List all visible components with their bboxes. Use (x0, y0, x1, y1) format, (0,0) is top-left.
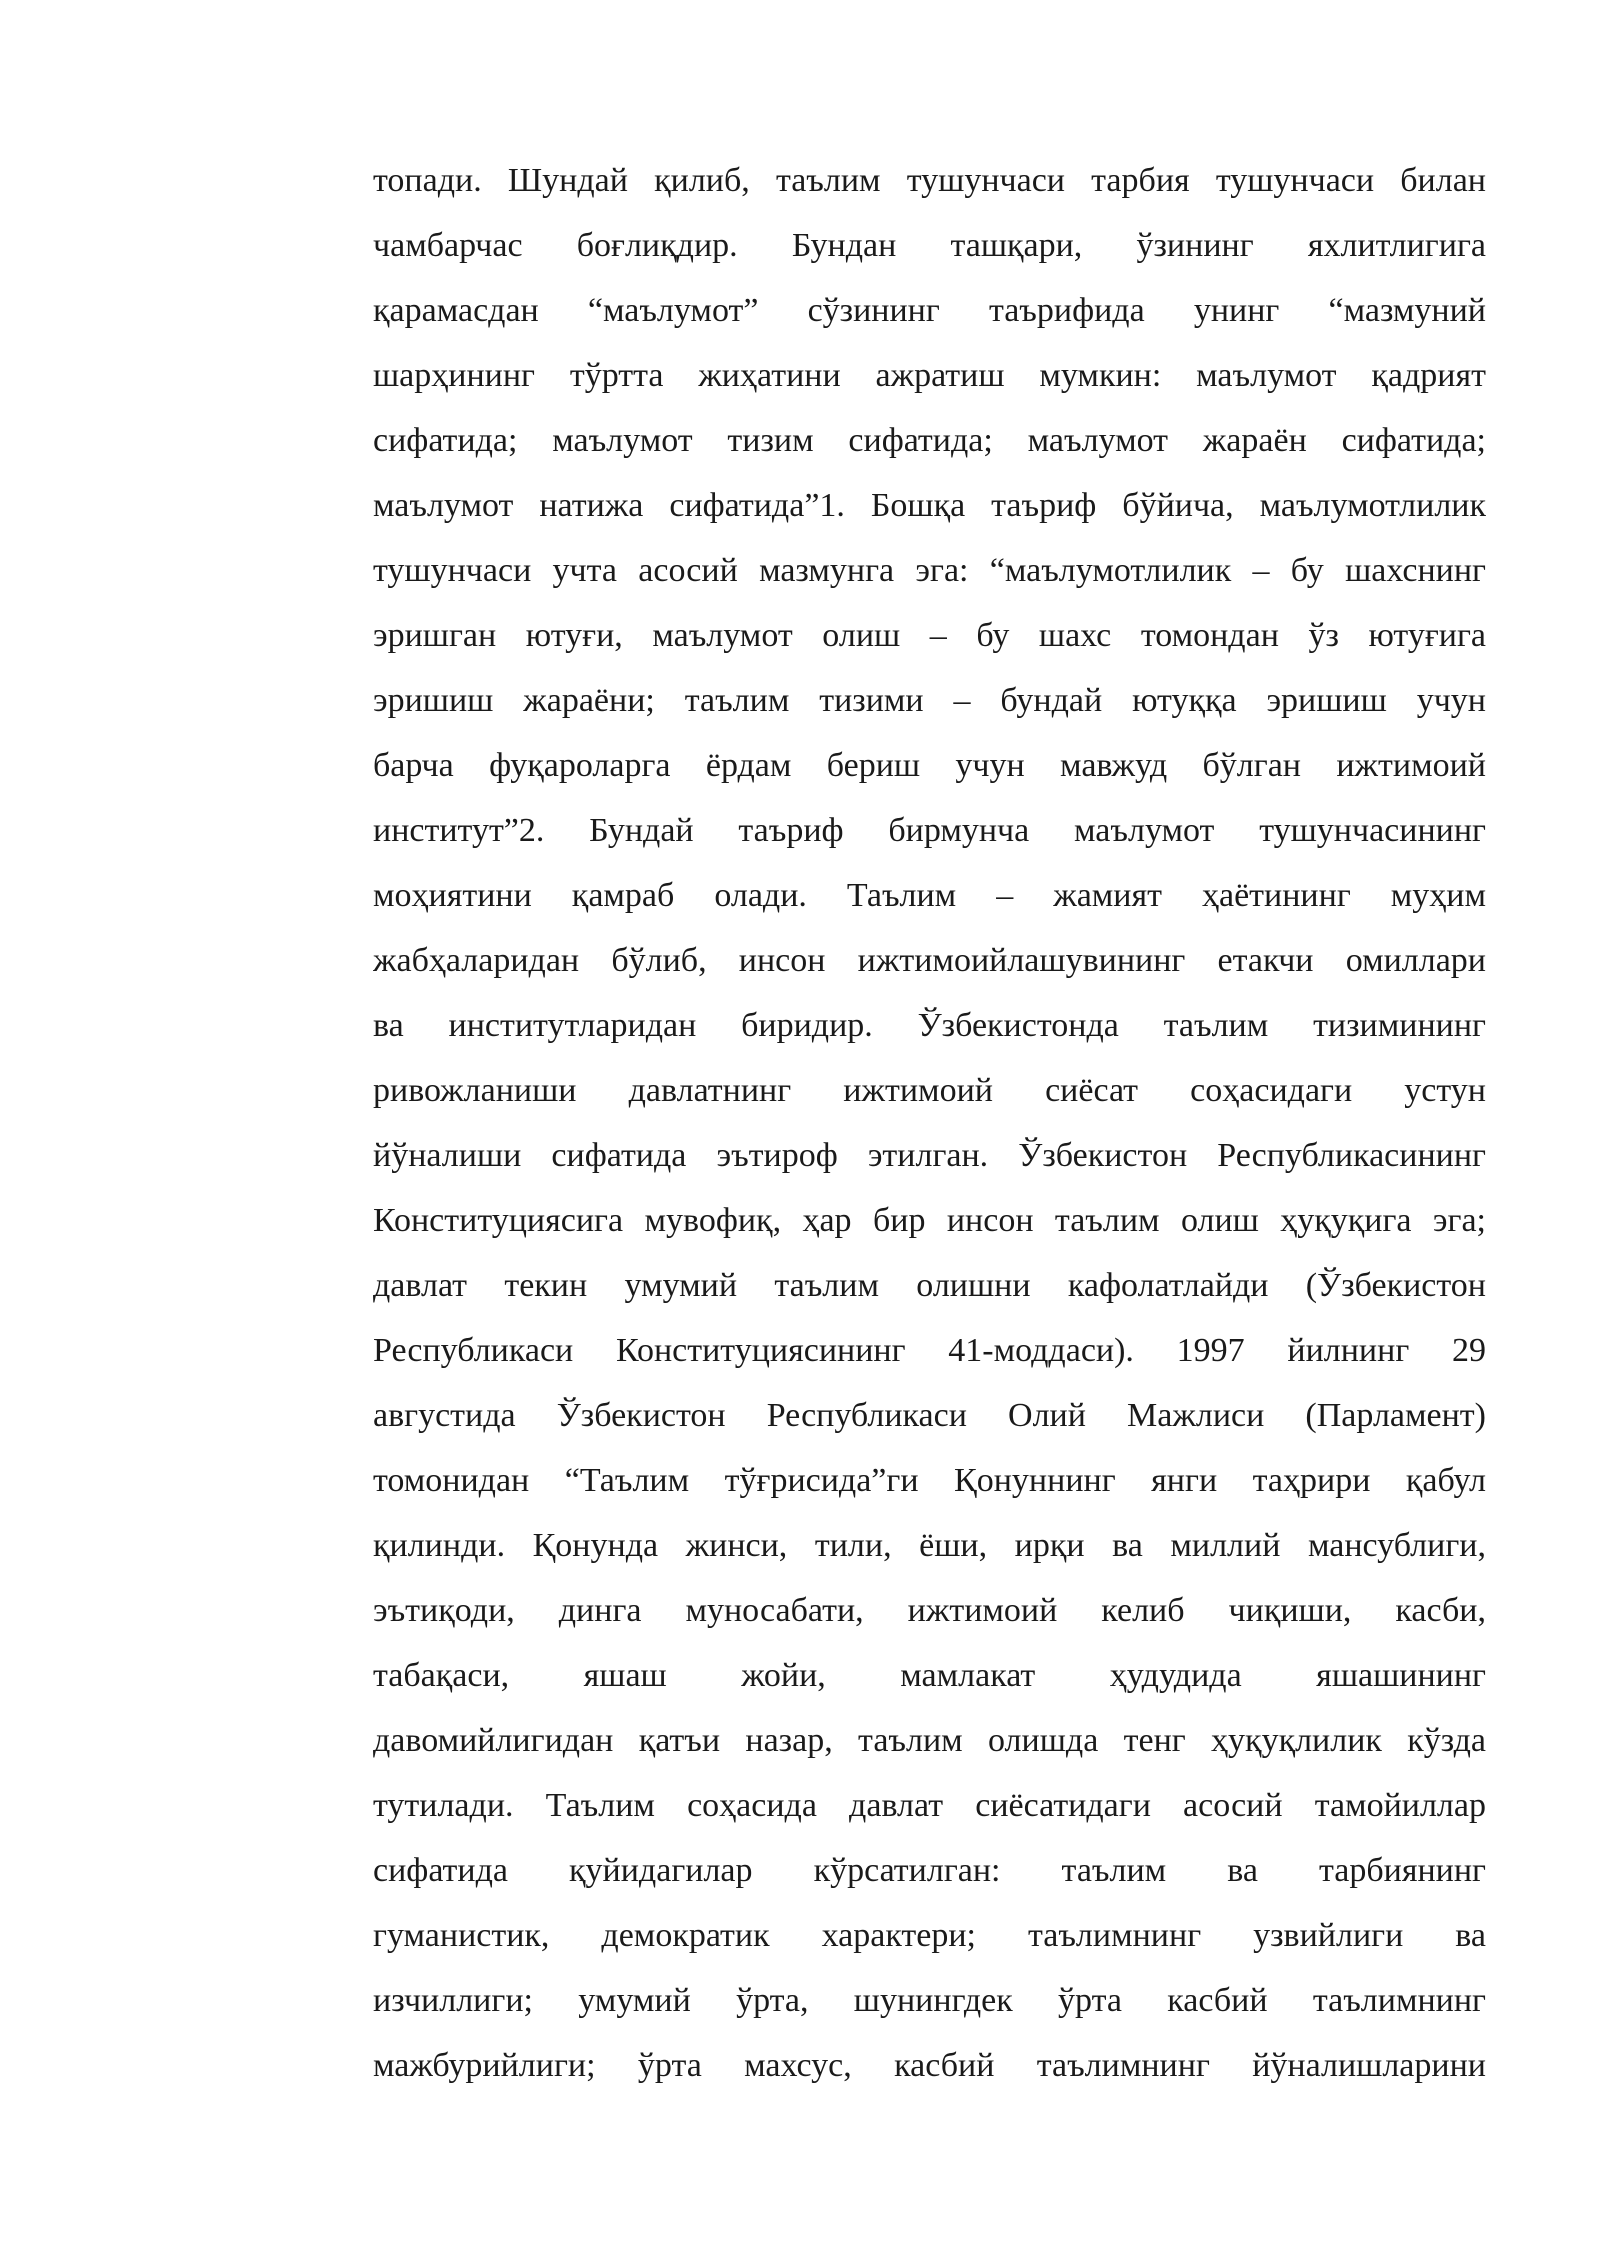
text-line: Конституциясига мувофиқ, ҳар бир инсон таълим олиш ҳуқуқига эга; (373, 1202, 1486, 1239)
text-line: эътиқоди, динга муносабати, ижтимоий келиб чиқиши, касби, (373, 1592, 1486, 1629)
text-line: давлат текин умумий таълим олишни кафолатлайди (Ўзбекистон (373, 1267, 1486, 1304)
text-line: шарҳининг тўртта жиҳатини ажратиш мумкин: маълумот қадрият (373, 357, 1486, 394)
text-line: ва институтларидан биридир. Ўзбекистонда таълим тизимининг (373, 1007, 1486, 1044)
text-line: барча фуқароларга ёрдам бериш учун мавжуд бўлган ижтимоий (373, 747, 1486, 784)
text-line: сифатида қуйидагилар кўрсатилган: таълим ва тарбиянинг (373, 1852, 1486, 1889)
text-line: топади. Шундай қилиб, таълим тушунчаси тарбия тушунчаси билан (373, 162, 1486, 199)
text-line: тушунчаси учта асосий мазмунга эга: “маълумотлилик – бу шахснинг (373, 552, 1486, 589)
text-line: изчиллиги; умумий ўрта, шунингдек ўрта касбий таълимнинг (373, 1982, 1486, 2019)
text-line: табақаси, яшаш жойи, мамлакат ҳудудида яшашининг (373, 1657, 1486, 1694)
text-line: сифатида; маълумот тизим сифатида; маълумот жараён сифатида; (373, 422, 1486, 459)
text-line: моҳиятини қамраб олади. Таълим – жамият ҳаётининг муҳим (373, 877, 1486, 914)
text-line: йўналиши сифатида эътироф этилган. Ўзбекистон Республикасининг (373, 1137, 1486, 1174)
body-text (373, 148, 1486, 2098)
text-line: жабҳаларидан бўлиб, инсон ижтимоийлашувининг етакчи омиллари (373, 942, 1486, 979)
text-line: эришиш жараёни; таълим тизими – бундай ютуққа эришиш учун (373, 682, 1486, 719)
text-line: қарамасдан “маълумот” сўзининг таърифида унинг “мазмуний (373, 292, 1486, 329)
text-line: Республикаси Конституциясининг 41-моддаси). 1997 йилнинг 29 (373, 1332, 1486, 1369)
text-line: чамбарчас боғлиқдир. Бундан ташқари, ўзининг яхлитлигига (373, 227, 1486, 264)
text-line: давомийлигидан қатъи назар, таълим олишда тенг ҳуқуқлилик кўзда (373, 1722, 1486, 1759)
text-line: ривожланиши давлатнинг ижтимоий сиёсат соҳасидаги устун (373, 1072, 1486, 1109)
text-line: қилинди. Қонунда жинси, тили, ёши, ирқи ва миллий мансублиги, (373, 1527, 1486, 1564)
text-line: маълумот натижа сифатида”1. Бошқа таъриф бўйича, маълумотлилик (373, 487, 1486, 524)
text-line: институт”2. Бундай таъриф бирмунча маълумот тушунчасининг (373, 812, 1486, 849)
text-line: тутилади. Таълим соҳасида давлат сиёсатидаги асосий тамойиллар (373, 1787, 1486, 1824)
text-line: томонидан “Таълим тўғрисида”ги Қонуннинг янги таҳрири қабул (373, 1462, 1486, 1499)
text-line: гуманистик, демократик характери; таълимнинг узвийлиги ва (373, 1917, 1486, 1954)
text-line: мажбурийлиги; ўрта махсус, касбий таълимнинг йўналишларини (373, 2047, 1486, 2084)
text-line: эришган ютуғи, маълумот олиш – бу шахс томондан ўз ютуғига (373, 617, 1486, 654)
text-line: августида Ўзбекистон Республикаси Олий Мажлиси (Парламент) (373, 1397, 1486, 1434)
